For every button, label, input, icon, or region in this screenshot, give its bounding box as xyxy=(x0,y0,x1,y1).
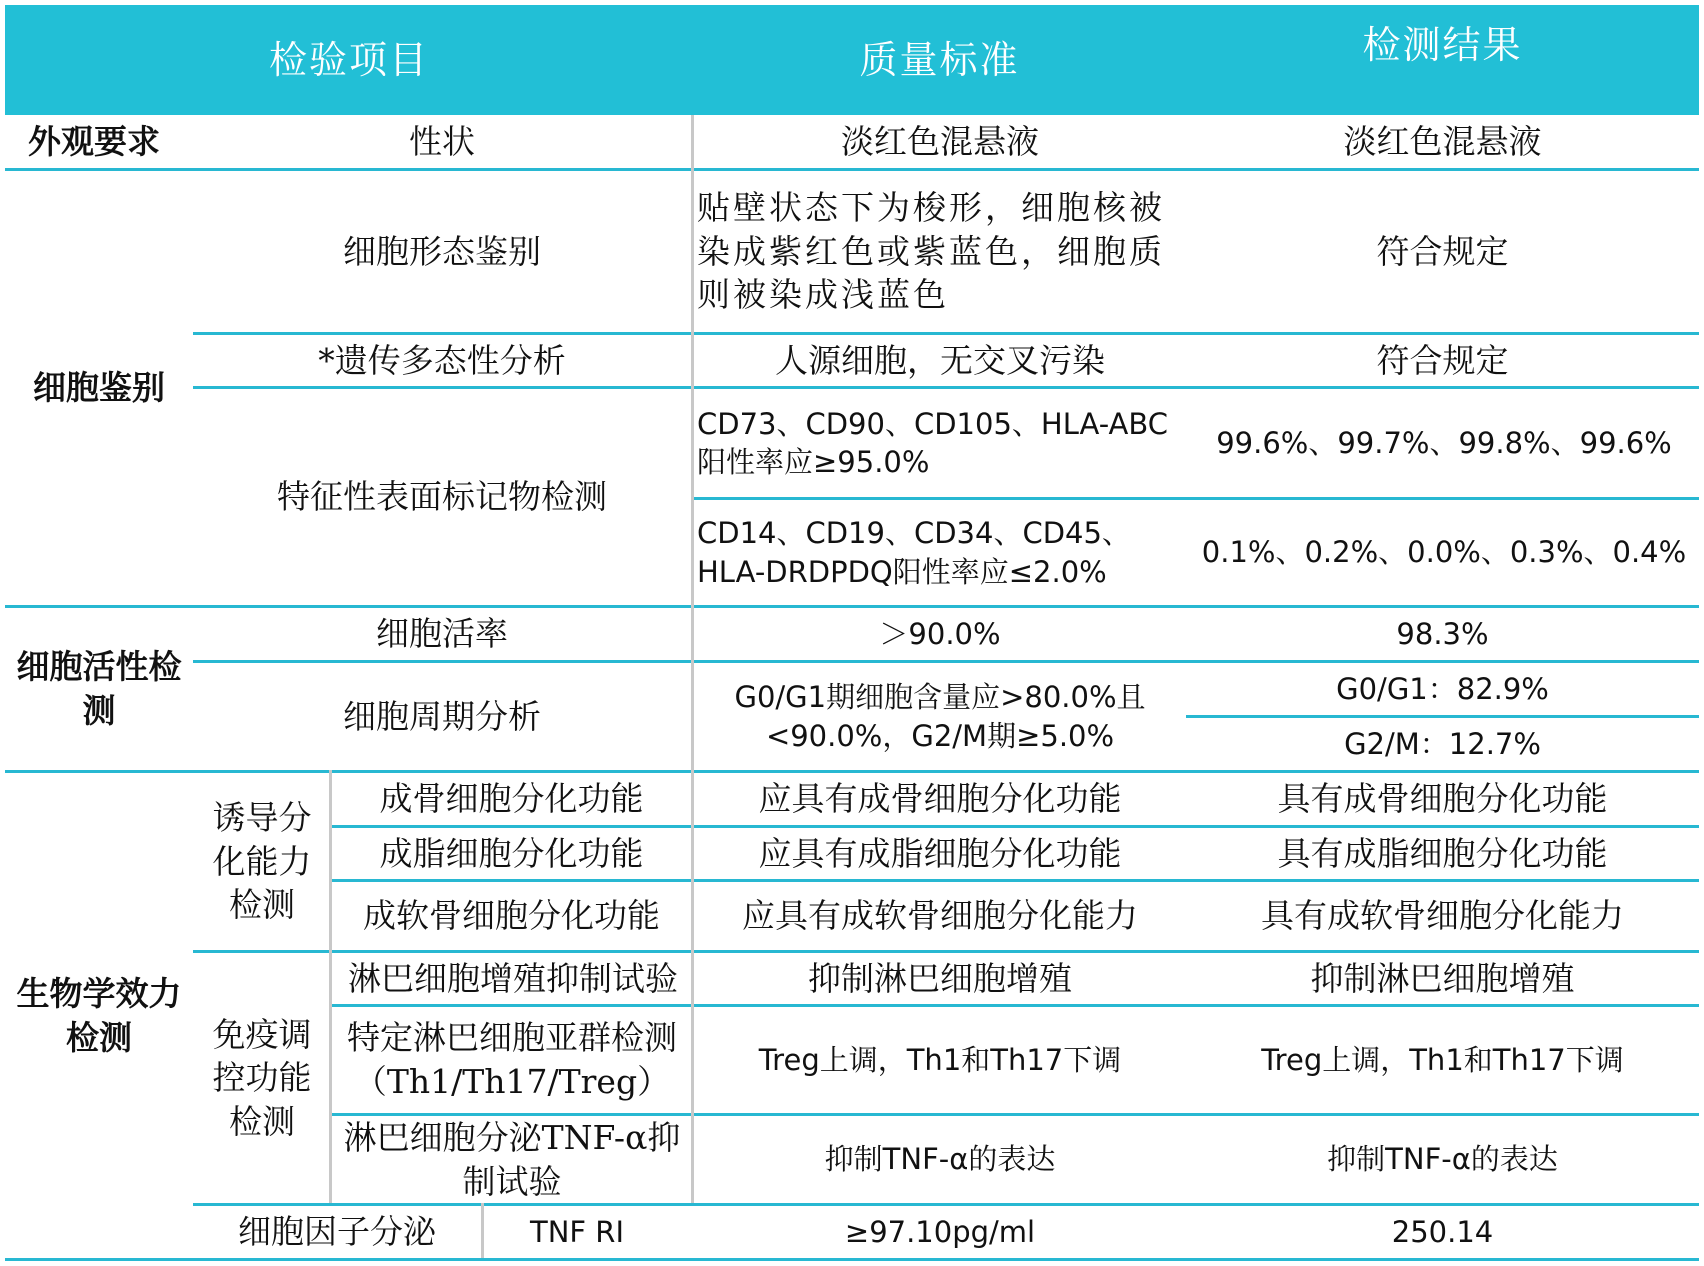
standard-osteogenic: 应具有成骨细胞分化功能 xyxy=(758,779,1122,819)
item-adipogenic: 成脂细胞分化功能 xyxy=(379,833,644,873)
category-viability: 细胞活性检测 xyxy=(16,647,182,730)
group-cytokine: 细胞因子分泌 xyxy=(238,1212,436,1252)
item-cell-cycle: 细胞周期分析 xyxy=(343,696,541,736)
standard-lymph-subsets: Treg上调，Th1和Th17下调 xyxy=(758,1042,1122,1077)
standard-markers-negative: CD14、CD19、CD34、CD45、HLA-DRDPDQ阳性率应≤2.0% xyxy=(697,516,1131,589)
item-markers: 特征性表面标记物检测 xyxy=(277,477,607,517)
result-adipogenic: 具有成脂细胞分化功能 xyxy=(1277,833,1608,873)
group-immune: 免疫调控功能检测 xyxy=(212,1014,312,1141)
result-polymorphism: 符合规定 xyxy=(1376,340,1509,380)
result-lymph-proliferation: 抑制淋巴细胞增殖 xyxy=(1310,958,1575,998)
item-tnf-inhibition: 淋巴细胞分泌TNF-α抑制试验 xyxy=(343,1117,681,1201)
item-polymorphism: *遗传多态性分析 xyxy=(318,340,566,380)
row-divider xyxy=(5,1258,1699,1261)
header-col-result: 检测结果 xyxy=(1362,22,1523,67)
header-col-standard: 质量标准 xyxy=(859,37,1020,82)
result-viability-rate: 98.3% xyxy=(1396,616,1489,651)
standard-markers-positive: CD73、CD90、CD105、HLA-ABC阳性率应≥95.0% xyxy=(697,406,1169,479)
standard-cell-cycle: G0/G1期细胞含量应>80.0%且<90.0%，G2/M期≥5.0% xyxy=(734,680,1146,753)
result-tnf-inhibition: 抑制TNF-α的表达 xyxy=(1327,1142,1558,1177)
item-morphology: 细胞形态鉴别 xyxy=(343,231,541,271)
result-cell-cycle-g2m: G2/M：12.7% xyxy=(1344,726,1541,761)
result-cell-cycle-g0g1: G0/G1：82.9% xyxy=(1336,671,1549,706)
category-potency: 生物学效力检测 xyxy=(16,973,182,1057)
item-lymph-proliferation: 淋巴细胞增殖抑制试验 xyxy=(348,958,678,998)
standard-morphology: 贴壁状态下为梭形，细胞核被染成紫红色或紫蓝色，细胞质则被染成浅蓝色 xyxy=(697,188,1165,315)
group-differentiation: 诱导分化能力检测 xyxy=(212,798,312,925)
item-viability-rate: 细胞活率 xyxy=(376,614,508,654)
result-tnf-r1: 250.14 xyxy=(1391,1214,1494,1249)
standard-appearance: 淡红色混悬液 xyxy=(841,121,1039,161)
standard-tnf-r1: ≥97.10pg/ml xyxy=(844,1214,1036,1249)
category-appearance: 外观要求 xyxy=(28,121,160,161)
result-lymph-subsets: Treg上调，Th1和Th17下调 xyxy=(1261,1042,1624,1077)
column-divider xyxy=(481,1203,484,1258)
result-appearance: 淡红色混悬液 xyxy=(1343,121,1542,161)
result-markers-negative: 0.1%、0.2%、0.0%、0.3%、0.4% xyxy=(1201,535,1687,570)
standard-chondrogenic: 应具有成软骨细胞分化能力 xyxy=(742,896,1138,936)
result-morphology: 符合规定 xyxy=(1376,231,1509,271)
standard-lymph-proliferation: 抑制淋巴细胞增殖 xyxy=(808,958,1072,998)
category-identification: 细胞鉴别 xyxy=(33,368,165,408)
item-osteogenic: 成骨细胞分化功能 xyxy=(379,779,644,819)
header-col-item: 检验项目 xyxy=(268,37,429,82)
standard-tnf-inhibition: 抑制TNF-α的表达 xyxy=(824,1142,1056,1177)
result-markers-positive: 99.6%、99.7%、99.8%、99.6% xyxy=(1216,425,1672,460)
item-chondrogenic: 成软骨细胞分化功能 xyxy=(363,896,660,936)
result-chondrogenic: 具有成软骨细胞分化能力 xyxy=(1261,896,1624,936)
standard-adipogenic: 应具有成脂细胞分化功能 xyxy=(758,833,1122,873)
standard-viability-rate: ＞90.0% xyxy=(879,616,1001,651)
item-tnf-r1: TNF RⅠ xyxy=(530,1214,625,1249)
standard-polymorphism: 人源细胞，无交叉污染 xyxy=(775,340,1105,380)
item-lymph-subsets: 特定淋巴细胞亚群检测（Th1/Th17/Treg） xyxy=(347,1018,677,1101)
result-osteogenic: 具有成骨细胞分化功能 xyxy=(1277,779,1608,819)
item-appearance: 性状 xyxy=(409,121,475,161)
